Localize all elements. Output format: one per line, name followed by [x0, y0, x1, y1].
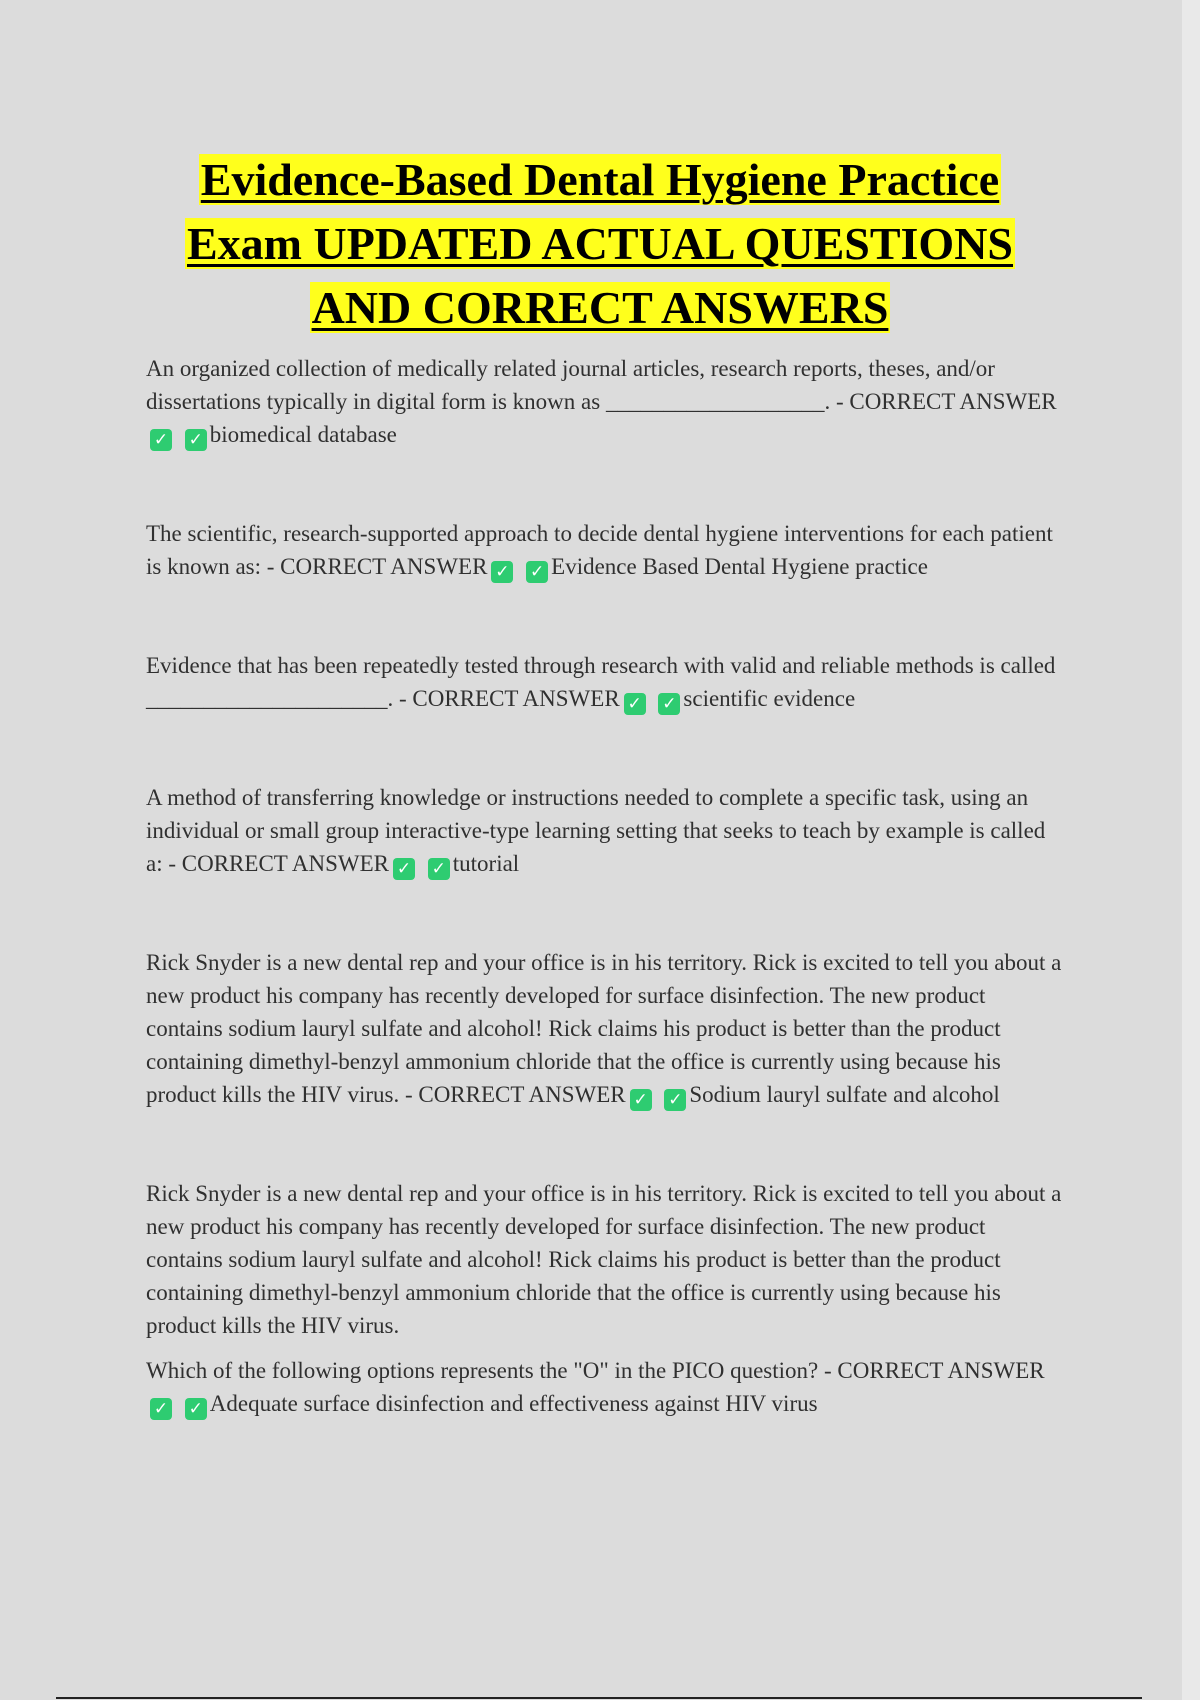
- question-text: The scientific, research-supported approach to decide dental hygiene interventions for each patient is known as: - CORRECT ANSWER: [146, 521, 1053, 579]
- answer-text: Adequate surface disinfection and effectiveness against HIV virus: [209, 1391, 818, 1416]
- qa-item-3: [146, 649, 1066, 715]
- answer-text: Sodium lauryl sulfate and alcohol: [689, 1082, 1000, 1107]
- qa-list: [146, 352, 1066, 1486]
- qa-paragraph: [146, 1354, 1066, 1420]
- scenario-text: Rick Snyder is a new dental rep and your office is in his territory. Rick is excited to tell you about a new product his company has recently developed for surface disinfection. The new product contains sodium lauryl sulfate and alcohol! Rick claims his product is better than the product containing dimethyl-benzyl ammonium chloride that the office is currently using because his product kills the HIV virus.: [146, 1181, 1062, 1338]
- checkmark-icon: ✓: [630, 1089, 652, 1111]
- title-line-2: Exam UPDATED ACTUAL QUESTIONS: [186, 218, 1014, 269]
- document-title: [100, 148, 1100, 340]
- checkmark-icon: ✓: [428, 858, 450, 880]
- qa-paragraph: [146, 781, 1066, 880]
- answer-text: biomedical database: [209, 422, 397, 447]
- qa-item-5: [146, 946, 1066, 1111]
- answer-text: Evidence Based Dental Hygiene practice: [551, 554, 928, 579]
- checkmark-icon: ✓: [526, 561, 548, 583]
- question-text: A method of transferring knowledge or instructions needed to complete a specific task, using an individual or small group interactive-type learning setting that seeks to teach by example is called a: - CORRECT ANSWER: [146, 785, 1046, 876]
- checkmark-icon: ✓: [185, 1398, 207, 1420]
- qa-item-4: [146, 781, 1066, 880]
- checkmark-icon: ✓: [664, 1089, 686, 1111]
- qa-paragraph: [146, 946, 1066, 1111]
- qa-item-2: [146, 517, 1066, 583]
- checkmark-icon: ✓: [150, 1398, 172, 1420]
- question-text: Rick Snyder is a new dental rep and your office is in his territory. Rick is excited to tell you about a new product his company has recently developed for surface disinfection. The new product contains sodium lauryl sulfate and alcohol! Rick claims his product is better than the product containing dimethyl-benzyl ammonium chloride that the office is currently using because his product kills the HIV virus. - CORRECT ANSWER: [146, 950, 1062, 1107]
- qa-item-1: [146, 352, 1066, 451]
- checkmark-icon: ✓: [491, 561, 513, 583]
- qa-paragraph: [146, 517, 1066, 583]
- page-edge-shade: [1182, 0, 1200, 1700]
- title-line-3: AND CORRECT ANSWERS: [311, 282, 889, 333]
- qa-item-6: [146, 1354, 1066, 1420]
- answer-text: tutorial: [452, 851, 520, 876]
- qa-item-6-scenario: [146, 1177, 1066, 1342]
- qa-paragraph: [146, 649, 1066, 715]
- question-text: An organized collection of medically related journal articles, research reports, theses, and/or dissertations typically in digital form is known as ___________________. - CORRECT ANSWER: [146, 356, 1057, 414]
- footer-rule: [56, 1697, 1142, 1699]
- title-line-1: Evidence-Based Dental Hygiene Practice: [200, 154, 1000, 205]
- checkmark-icon: ✓: [393, 858, 415, 880]
- checkmark-icon: ✓: [658, 693, 680, 715]
- answer-text: scientific evidence: [683, 686, 856, 711]
- question-text: Evidence that has been repeatedly tested through research with valid and reliable methods is called _____________________. - CORRECT ANSWER: [146, 653, 1056, 711]
- qa-paragraph: [146, 352, 1066, 451]
- checkmark-icon: ✓: [185, 429, 207, 451]
- question-text: Which of the following options represents the "O" in the PICO question? - CORRECT ANSWER: [146, 1358, 1045, 1383]
- checkmark-icon: ✓: [150, 429, 172, 451]
- checkmark-icon: ✓: [624, 693, 646, 715]
